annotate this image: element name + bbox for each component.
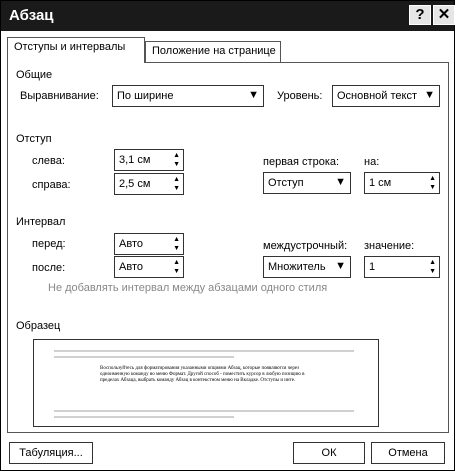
preview-prev-line [54, 350, 354, 352]
no-space-same-style-checkbox[interactable]: Не добавлять интервал между абзацами одного стиля [48, 282, 328, 294]
spacing-before-value: Авто [119, 238, 143, 250]
indent-left-spinner[interactable] [114, 149, 184, 171]
preview-next-line [54, 416, 234, 418]
tab-line-and-page-breaks[interactable] [145, 41, 281, 63]
level-select[interactable] [332, 85, 440, 107]
first-line-select[interactable] [263, 172, 351, 194]
preview-heading: Образец [16, 320, 61, 332]
first-line-label: первая строка: [263, 156, 340, 168]
spacing-heading: Интервал [16, 216, 66, 228]
spacing-after-label: после: [32, 262, 66, 274]
indent-right-label: справа: [32, 179, 71, 191]
close-icon[interactable]: ✕ [433, 5, 455, 25]
tab-indents-and-spacing[interactable] [7, 37, 145, 63]
preview-box [33, 339, 379, 427]
preview-sample-text: Воспользуйтесь для форматирования указанными опциями Абзац, которые появляются через одноименную команду во меню Формат. Другой способ - поместить курсор в любую позицию в пределах Абзаца, выбрать команду Абзац в контекстном меню на Вкладке. Отступы и инте. [100, 366, 305, 383]
spacing-after-spinner[interactable] [114, 256, 184, 278]
at-value: 1 [369, 261, 376, 273]
first-line-value: Отступ [268, 177, 304, 189]
spinner-arrows-icon[interactable]: ▲ ▼ [173, 236, 180, 252]
cancel-button[interactable]: Отмена [371, 442, 445, 464]
at-spinner[interactable] [364, 256, 440, 278]
chevron-down-icon: ▼ [335, 176, 346, 188]
title-bar [1, 1, 454, 31]
ok-button[interactable]: ОК [293, 442, 365, 464]
by-label: на: [364, 156, 380, 168]
indent-right-value: 2,5 см [119, 178, 151, 190]
preview-next-line [54, 410, 354, 412]
spinner-arrows-icon[interactable]: ▲ ▼ [429, 259, 436, 275]
indent-right-spinner[interactable] [114, 173, 184, 195]
chevron-down-icon: ▼ [424, 89, 435, 101]
alignment-label: Выравнивание: [20, 90, 99, 102]
spinner-arrows-icon[interactable]: ▲ ▼ [429, 175, 436, 191]
chevron-down-icon: ▼ [248, 89, 259, 101]
indent-left-value: 3,1 см [119, 154, 151, 166]
line-spacing-label: междустрочный: [263, 240, 348, 252]
dialog-title: Абзац [9, 7, 54, 24]
general-heading: Общие [16, 69, 53, 81]
at-label: значение: [364, 240, 415, 252]
line-spacing-select[interactable] [263, 256, 351, 278]
alignment-value: По ширине [117, 90, 174, 102]
preview-prev-line [54, 356, 234, 358]
spacing-before-spinner[interactable] [114, 233, 184, 255]
help-icon[interactable]: ? [409, 5, 431, 25]
indent-heading: Отступ [16, 133, 52, 145]
tabs-button[interactable]: Табуляция... [9, 442, 93, 464]
line-spacing-value: Множитель [268, 261, 326, 273]
by-spinner[interactable] [364, 172, 440, 194]
spinner-arrows-icon[interactable]: ▲ ▼ [173, 176, 180, 192]
level-value: Основной текст [337, 90, 417, 102]
alignment-select[interactable] [112, 85, 264, 107]
spinner-arrows-icon[interactable]: ▲ ▼ [173, 152, 180, 168]
tab-label: Отступы и интервалы [14, 41, 126, 53]
level-label: Уровень: [277, 90, 323, 102]
chevron-down-icon: ▼ [335, 260, 346, 272]
spacing-after-value: Авто [119, 261, 143, 273]
tab-label: Положение на странице [152, 45, 276, 57]
by-value: 1 см [369, 177, 392, 189]
spacing-before-label: перед: [32, 238, 66, 250]
indent-left-label: слева: [32, 155, 65, 167]
spinner-arrows-icon[interactable]: ▲ ▼ [173, 259, 180, 275]
